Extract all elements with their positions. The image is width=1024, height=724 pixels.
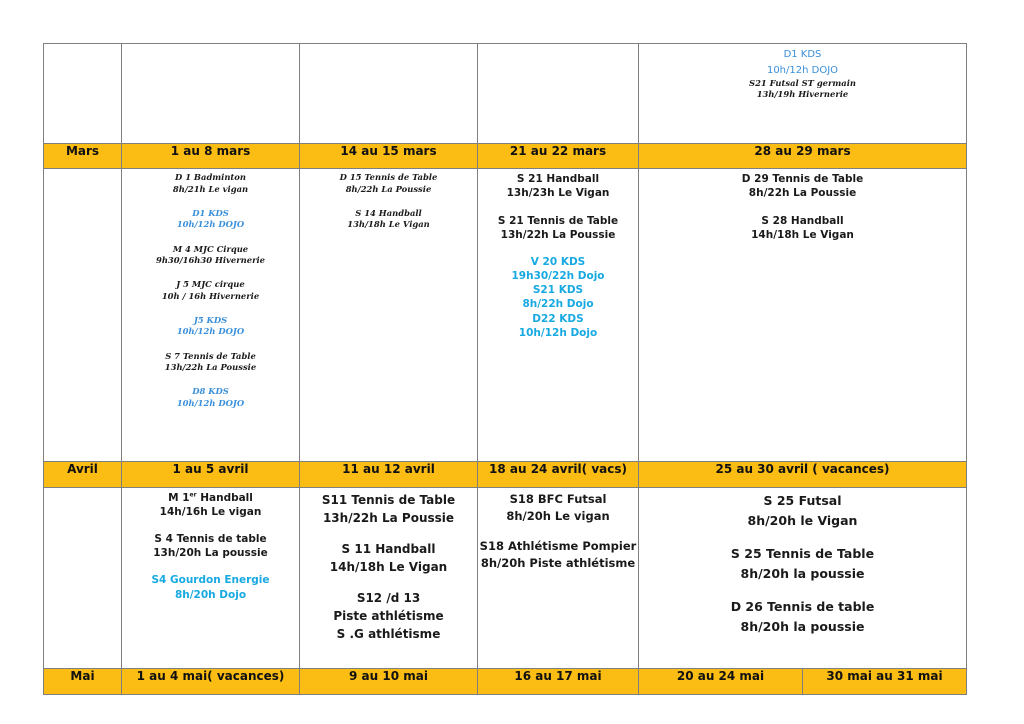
event-line: S4 Gourdon Energie xyxy=(151,574,270,587)
event-line: S 25 Futsal xyxy=(763,492,842,508)
event-line: 13h/19h Hivernerie xyxy=(756,89,849,100)
avril-week3-cell xyxy=(478,487,639,668)
event-line: 10h / 16h Hivernerie xyxy=(161,290,260,301)
event-line: 13h/18h Le Vigan xyxy=(347,219,430,230)
week-header: 1 au 4 mai( vacances) xyxy=(122,668,300,694)
cell-empty xyxy=(122,44,300,144)
event-line: D 15 Tennis de Table xyxy=(339,172,438,183)
cell-empty xyxy=(300,44,478,144)
event-line: 13h/22h La Poussie xyxy=(500,228,616,241)
event-line: S21 KDS xyxy=(532,284,584,297)
month-cell-empty xyxy=(44,487,122,668)
month-cell-empty xyxy=(44,44,122,144)
event-line: 13h/22h La Poussie xyxy=(164,361,257,372)
month-label-mai: Mai xyxy=(44,668,122,694)
mars-header-row xyxy=(44,144,967,169)
event-line: S .G athlétisme xyxy=(336,626,441,641)
event-line: M 1er Handball xyxy=(168,491,253,504)
mars-events-row xyxy=(44,169,967,461)
week-header: 9 au 10 mai xyxy=(300,668,478,694)
event-line: S18 BFC Futsal xyxy=(509,491,607,506)
event-line: 13h/22h La Poussie xyxy=(322,510,455,525)
event-line: S 21 Tennis de Table xyxy=(497,214,619,227)
event-line: 8h/22h La Poussie xyxy=(345,183,432,194)
event-line: 14h/18h Le Vigan xyxy=(751,228,854,241)
event-line: 14h/16h Le vigan xyxy=(159,505,262,518)
avril-header-row xyxy=(44,461,967,487)
event-line: S 25 Tennis de Table xyxy=(730,545,875,561)
week-header: 1 au 8 mars xyxy=(122,144,300,169)
cell-empty xyxy=(478,44,639,144)
mai-header-row xyxy=(44,668,967,694)
event-line: 8h/20h la poussie xyxy=(740,565,865,581)
planning-table xyxy=(43,43,967,695)
month-cell-empty xyxy=(44,169,122,461)
event-line: D 1 Badminton xyxy=(175,172,246,183)
event-line: S11 Tennis de Table xyxy=(321,492,456,507)
event-line: 14h/18h Le Vigan xyxy=(329,559,448,574)
event-line: S 11 Handball xyxy=(341,541,436,556)
event-line: 10h/12h DOJO xyxy=(176,326,245,337)
event-line: J5 KDS xyxy=(193,314,228,325)
event-line: 8h/21h Le vigan xyxy=(172,183,249,194)
top-events-cell xyxy=(639,44,967,144)
event-line: 10h/12h DOJO xyxy=(176,219,245,230)
top-row xyxy=(44,44,967,144)
week-header: 25 au 30 avril ( vacances) xyxy=(639,461,967,487)
event-line: 8h/20h Le vigan xyxy=(506,508,610,523)
event-line: D 26 Tennis de table xyxy=(730,598,875,614)
week-header: 18 au 24 avril( vacs) xyxy=(478,461,639,487)
event-line: S21 Futsal ST germain xyxy=(749,78,856,88)
event-line: V 20 KDS xyxy=(530,255,586,268)
event-line: S18 Athlétisme Pompier xyxy=(479,539,637,554)
event-line: 8h/20h la poussie xyxy=(740,618,865,634)
event-line: 10h/12h DOJO xyxy=(766,64,839,76)
event-line: 8h/20h le Vigan xyxy=(747,512,858,528)
event-line: S 4 Tennis de table xyxy=(154,532,267,545)
event-line: S 14 Handball xyxy=(355,207,422,218)
mars-week3-cell xyxy=(478,169,639,461)
event-line: 10h/12h Dojo xyxy=(518,326,598,339)
mars-week1-cell xyxy=(122,169,300,461)
event-line: J 5 MJC cirque xyxy=(176,279,245,290)
mars-week2-cell xyxy=(300,169,478,461)
week-header: 14 au 15 mars xyxy=(300,144,478,169)
event-line: 13h/23h Le Vigan xyxy=(506,187,610,200)
week-header: 28 au 29 mars xyxy=(639,144,967,169)
event-line: 8h/20h Dojo xyxy=(174,588,247,601)
month-label-avril: Avril xyxy=(44,461,122,487)
avril-week4-cell xyxy=(639,487,967,668)
event-line: 13h/20h La poussie xyxy=(153,547,268,560)
event-line: M 4 MJC Cirque xyxy=(172,243,249,254)
event-line: D1 KDS xyxy=(783,49,822,60)
event-line: D1 KDS xyxy=(192,207,229,218)
event-line: 9h30/16h30 Hivernerie xyxy=(156,254,265,265)
event-line: D22 KDS xyxy=(532,312,584,325)
week-header: 21 au 22 mars xyxy=(478,144,639,169)
avril-week2-cell xyxy=(300,487,478,668)
week-header: 30 mai au 31 mai xyxy=(803,668,967,694)
event-line: Piste athlétisme xyxy=(333,608,444,623)
event-line: S12 /d 13 xyxy=(356,590,421,605)
avril-week1-cell xyxy=(122,487,300,668)
event-line: S 21 Handball xyxy=(516,173,600,186)
week-header: 1 au 5 avril xyxy=(122,461,300,487)
week-header: 11 au 12 avril xyxy=(300,461,478,487)
avril-events-row xyxy=(44,487,967,668)
event-line: 8h/22h Dojo xyxy=(522,298,594,311)
week-header: 20 au 24 mai xyxy=(639,668,803,694)
event-line: 19h30/22h Dojo xyxy=(511,270,605,283)
event-line: 10h/12h DOJO xyxy=(176,397,245,408)
mars-week4-cell xyxy=(639,169,967,461)
event-line: 8h/22h La Poussie xyxy=(748,187,857,200)
week-header: 16 au 17 mai xyxy=(478,668,639,694)
event-line: S 28 Handball xyxy=(761,214,844,227)
event-line: D 29 Tennis de Table xyxy=(741,173,864,186)
event-line: 8h/20h Piste athlétisme xyxy=(480,556,636,571)
event-line: D8 KDS xyxy=(192,386,229,397)
event-line: S 7 Tennis de Table xyxy=(165,350,256,361)
month-label-mars: Mars xyxy=(44,144,122,169)
